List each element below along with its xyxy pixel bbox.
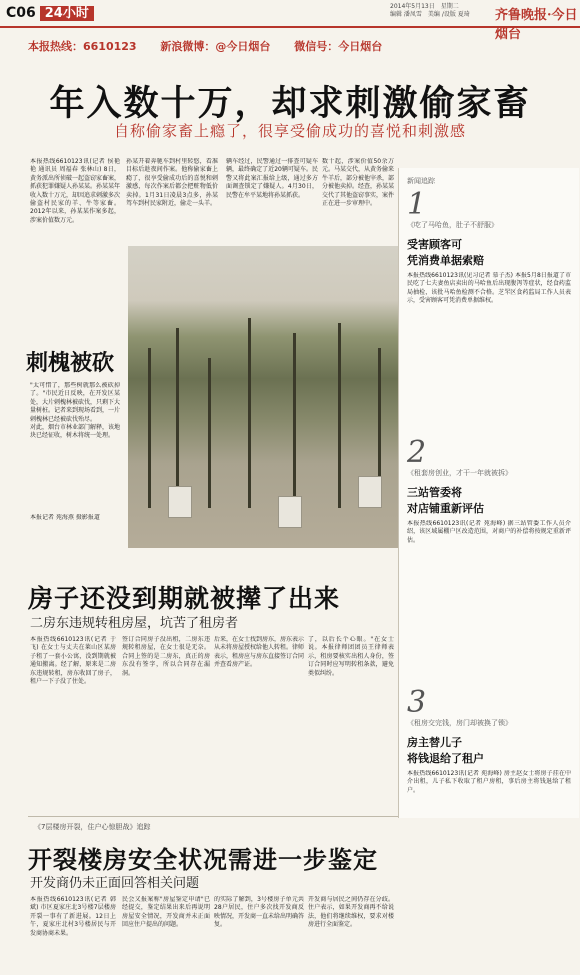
newspaper-logo: 齐鲁晚报·今日烟台 <box>495 8 578 42</box>
hotline-bar <box>0 38 580 56</box>
hotline-weibo: 新浪微博：@今日烟台 <box>160 40 271 53</box>
story2-column-4: 了，以后长个心眼。"在女士说。本报律师团团员王律师表示，租房要核实出租人身份，签订合同时应写明转租条款，避免类似纠纷。 <box>308 636 394 677</box>
sidebar-item-title: 受害顾客可 凭消费单据索赔 <box>407 238 484 267</box>
lead-column-4: 数十起，涉案价值50余万元。马某交代，从黄务偷来牛羊后，部分被他宰杀，部分被他卖掉。经查，孙某某交代了其他盗窃事实，案件正在进一步审理中。 <box>322 158 394 208</box>
news-tracking-sidebar <box>398 168 579 818</box>
lead-column-2: 孙某开着奔驰车到村里转悠，看准目标后趁夜间作案。他称偷家畜上瘾了，很享受偷成功后的喜悦和刺激感，每次作案后都会把赃物低价卖掉。1月31日凌晨3点多，孙某驾车到村民家附近，偷走一头羊。 <box>126 158 218 208</box>
section-label: 24小时 <box>40 6 94 21</box>
page-code <box>6 2 94 21</box>
sidebar-item <box>407 435 571 670</box>
story2-subhead: 二房东违规转租房屋，坑苦了租房者 <box>30 616 239 631</box>
sidebar-item-tag: 《吃了马哈鱼，肚子不舒服》 <box>407 221 498 229</box>
story3-subhead: 开发商仍未正面回答相关问题 <box>30 876 200 891</box>
page-number: C06 <box>6 5 36 21</box>
story2-column-1: 本报热线6610123讯(记者 于飞) 在女士与丈夫在莱山区某房子租了一套小公寓，没到期就被通知搬离。经了解，原来是二房东违规转租，房东收回了房子，租户一下子没了住处。 <box>30 636 116 686</box>
side-body: "太可惜了，那些树就那么被砍掉了。"市民近日反映，在开发区某处，大片刺槐林被砍伐，只剩下大量树桩。记者来到现场看到，一片刺槐林已经被砍伐殆尽。 对此，烟台市林业部门解释，该地块已经征收，树木将统一处理。 <box>30 382 120 440</box>
sidebar-item-body: 本报热线6610123讯(记者 苑海峰) 据三站管委工作人员介绍，该区域属棚户区改造范围，对商户的补偿将按规定重新评估。 <box>407 520 571 544</box>
side-byline: 本报记者 苑海燕 摄影报道 <box>30 514 100 521</box>
lead-headline: 年入数十万，却求刺激偷家畜 <box>49 84 531 124</box>
story3-column-1: 本报热线6610123讯(记者 韩斌) 市区夏家庄北3号楼7层楼房开裂一事有了新进展。12日上午，夏家庄北村3号楼居民与开发商协商未果。 <box>30 896 116 937</box>
dateline: 2014年5月13日 星期二 编辑 潘凤雪 美编 /设版 夏琦 <box>390 3 470 18</box>
sidebar-item-number: 1 <box>407 187 427 222</box>
lead-subhead: 自称偷家畜上瘾了，很享受偷成功的喜悦和刺激感 <box>113 122 466 140</box>
divider <box>28 816 398 817</box>
story2-headline: 房子还没到期就被撵了出来 <box>28 584 341 613</box>
sidebar-item-title: 房主替儿子 将钱退给了租户 <box>407 736 484 765</box>
sidebar-item-tag: 《租套房创业，才干一年就被拆》 <box>407 469 512 477</box>
sidebar-item-body: 本报热线6610123讯(见习记者 慕子杰) 本报5月8日报道了市民吃了七夫妻鱼店卖出的马哈鱼后出现腹泻等症状，经食药监局抽检，该批马哈鱼检测不合格。芝罘区食药监局工作人员表示，受害顾客可凭消费单据维权。 <box>407 272 571 305</box>
sidebar-item <box>407 685 571 830</box>
lead-column-3: 辆车经过，民警通过一排查可疑车辆，最终确定了近20辆可疑车。民警又将此案汇报给上级，通过多方面调查锁定了嫌疑人。4月30日，民警在牟平某地将孙某抓获。 <box>226 158 318 199</box>
story3-column-2: 民会又报案称"房屋鉴定申请"已经提交，鉴定结果出来后再说明房屋安全情况，开发商并未正面回应住户提出的问题。 <box>122 896 210 929</box>
story3-column-3: 的实际了解到，3号楼房子单元共28户居民，住户多次找开发商反映情况，开发商一直未给出明确答复。 <box>214 896 304 929</box>
lead-column-1: 本报热线6610123讯(记者 侯艳艳 通讯员 周福春 张林山) 8日，黄务派出所侦破一起盗窃家畜案，抓获犯罪嫌疑人孙某某。孙某某年收入数十万元，却因追求刺激多次偷盗村民家的羊、牛等家畜。2012年以来，孙某某作案多起，涉案价值数万元。 <box>30 158 120 224</box>
sidebar-section-label: 新闻追踪 <box>407 177 435 185</box>
sidebar-item-number: 3 <box>407 685 427 720</box>
hotline-wechat: 微信号：今日烟台 <box>294 40 383 53</box>
sidebar-item-tag: 《租房交完钱，房门却被换了锁》 <box>407 719 512 727</box>
hotline-phone: 本报热线：6610123 <box>28 40 137 53</box>
story3-headline: 开裂楼房安全状况需进一步鉴定 <box>28 846 378 874</box>
story2-column-3: 后来，在女士找到房东，房东表示从未将房屋授权给他人转租。律师表示，租房应与房东直接签订合同并查看房产证。 <box>214 636 304 669</box>
story2-column-2: 签订合同房子没出租，二房东违规转租房屋，在女士很是无奈。合同上签的是二房东，真正的房东没有签字，所以合同存在漏洞。 <box>122 636 210 677</box>
sidebar-item-number: 2 <box>407 435 427 470</box>
sidebar-item-body: 本报热线6610123讯(记者 苑海峰) 房主赵女士将房子挂在中介出租，儿子私下收取了租户房租，事后房主将钱退给了租户。 <box>407 770 571 794</box>
sidebar-item-title: 三站管委将 对店铺重新评估 <box>407 486 484 515</box>
story3-tagline: 《7层楼房开裂，住户心惊胆战》追踪 <box>34 823 151 831</box>
side-headline: 刺槐被砍 <box>26 351 115 376</box>
sidebar-item <box>407 187 571 452</box>
story3-column-4: 开发商与居民之间仍存在分歧。住户表示，如果开发商再不给说法，他们将继续维权，要求对楼房进行全面鉴定。 <box>308 896 394 929</box>
